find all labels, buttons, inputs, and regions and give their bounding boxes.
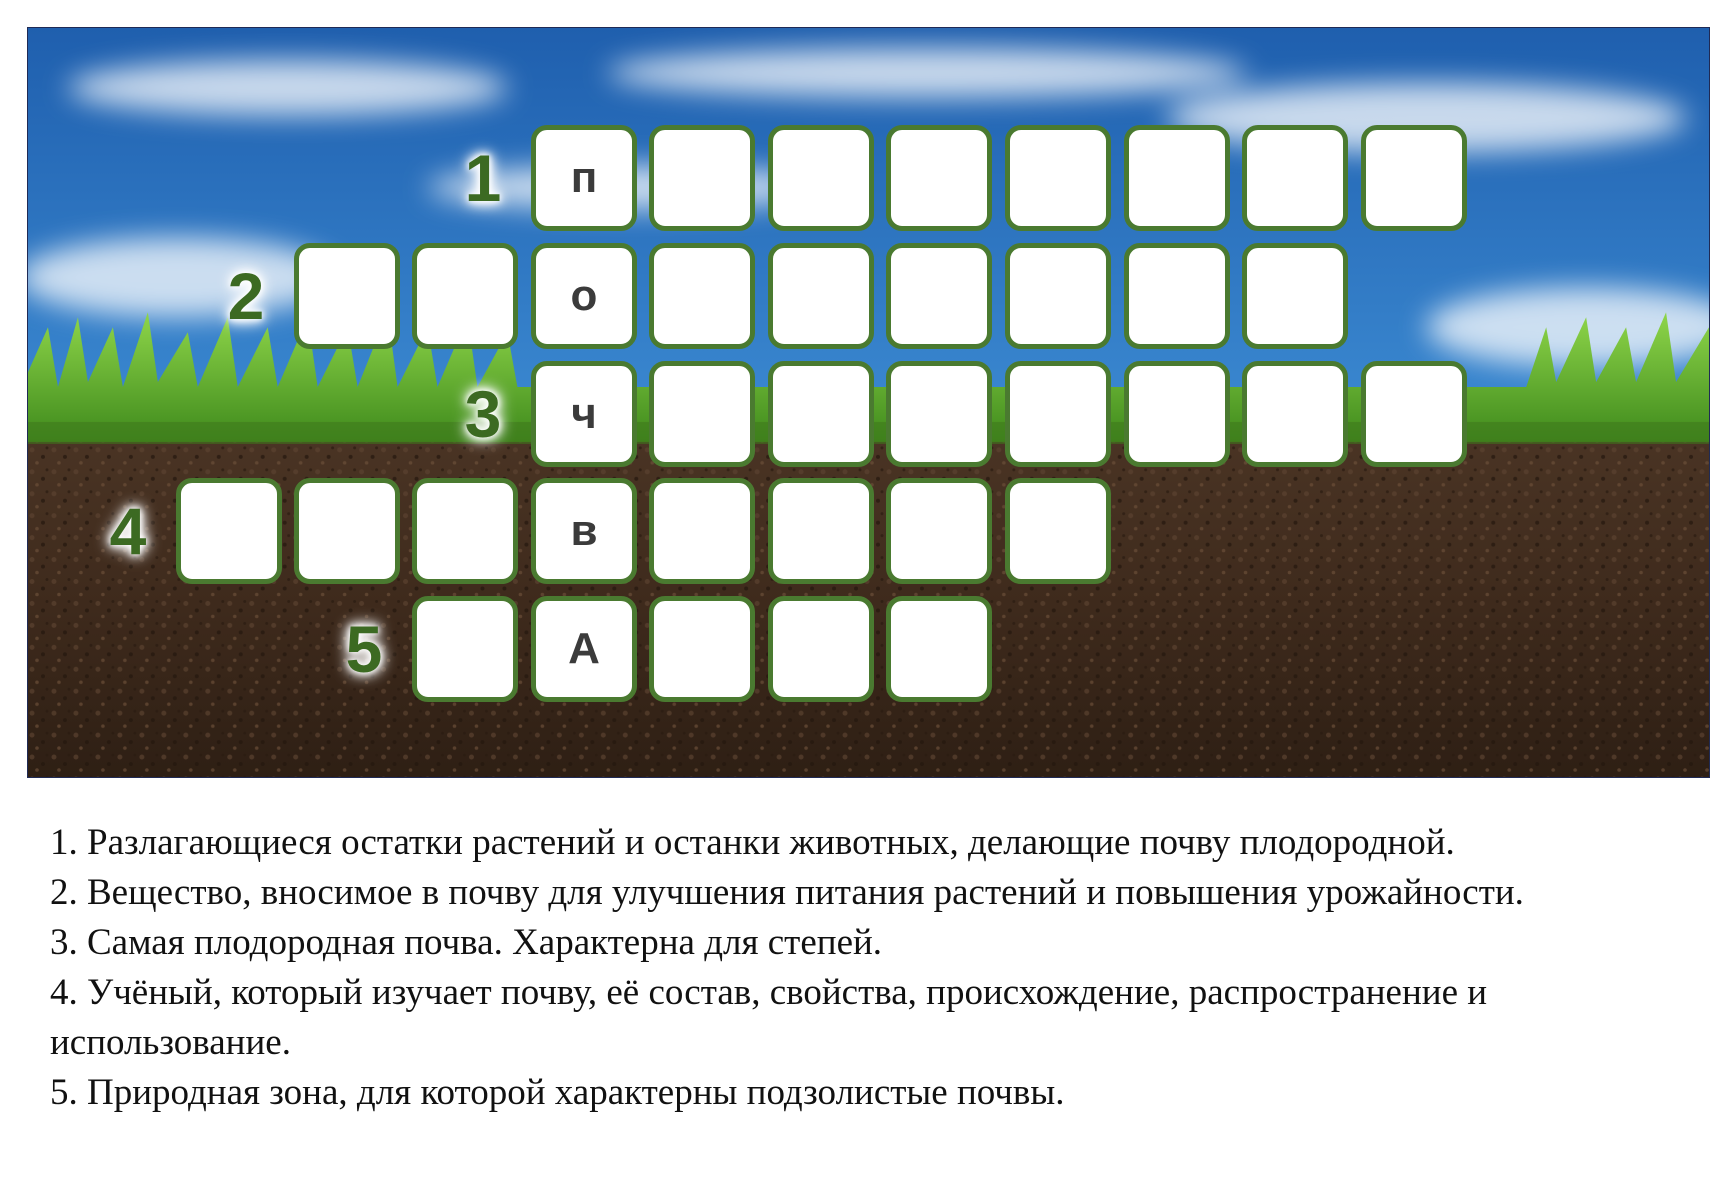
crossword-cell-1-3[interactable]	[768, 125, 874, 231]
crossword-cell-4-1[interactable]	[176, 478, 282, 584]
crossword-cell-1-4[interactable]	[886, 125, 992, 231]
crossword-cell-4-7[interactable]	[886, 478, 992, 584]
crossword-cell-1-8[interactable]	[1361, 125, 1467, 231]
crossword-cell-5-2[interactable]: А	[531, 596, 637, 702]
clue-number-3: 3	[464, 377, 502, 451]
crossword-cell-2-8[interactable]	[1124, 243, 1230, 349]
crossword-cell-1-6[interactable]	[1124, 125, 1230, 231]
crossword-cell-3-7[interactable]	[1242, 361, 1348, 467]
crossword-cell-5-4[interactable]	[768, 596, 874, 702]
crossword-cell-3-3[interactable]	[768, 361, 874, 467]
crossword-cell-5-3[interactable]	[649, 596, 755, 702]
crossword-cell-3-5[interactable]	[1005, 361, 1111, 467]
crossword-cell-2-1[interactable]	[294, 243, 400, 349]
crossword-cell-2-4[interactable]	[649, 243, 755, 349]
clue-3: 3. Самая плодородная почва. Характерна для степей.	[50, 922, 883, 963]
clue-4: 4. Учёный, который изучает почву, её состав, свойства, происхождение, распространение и использование.	[50, 972, 1488, 1063]
crossword-cell-3-4[interactable]	[886, 361, 992, 467]
crossword-cell-4-6[interactable]	[768, 478, 874, 584]
clue-number-2: 2	[227, 259, 265, 333]
crossword-cell-5-1[interactable]	[412, 596, 518, 702]
crossword-cell-4-3[interactable]	[412, 478, 518, 584]
crossword-cell-4-5[interactable]	[649, 478, 755, 584]
crossword-cell-2-9[interactable]	[1242, 243, 1348, 349]
clue-1: 1. Разлагающиеся остатки растений и останки животных, делающие почву плодородной.	[50, 822, 1455, 863]
crossword-cell-3-8[interactable]	[1361, 361, 1467, 467]
clue-list	[50, 818, 1690, 1118]
crossword-cell-2-5[interactable]	[768, 243, 874, 349]
crossword-cell-3-6[interactable]	[1124, 361, 1230, 467]
crossword-cell-2-7[interactable]	[1005, 243, 1111, 349]
crossword-cell-4-2[interactable]	[294, 478, 400, 584]
crossword-cell-1-2[interactable]	[649, 125, 755, 231]
crossword-cell-2-2[interactable]	[412, 243, 518, 349]
crossword-cell-1-7[interactable]	[1242, 125, 1348, 231]
clue-2: 2. Вещество, вносимое в почву для улучшения питания растений и повышения урожайности.	[50, 872, 1524, 913]
clue-5: 5. Природная зона, для которой характерны подзолистые почвы.	[50, 1072, 1065, 1113]
clue-number-4: 4	[109, 494, 147, 568]
clue-number-1: 1	[464, 141, 502, 215]
crossword-cell-4-8[interactable]	[1005, 478, 1111, 584]
crossword-cell-3-2[interactable]	[649, 361, 755, 467]
crossword-cell-5-5[interactable]	[886, 596, 992, 702]
crossword-cell-1-5[interactable]	[1005, 125, 1111, 231]
crossword-cell-2-3[interactable]: о	[531, 243, 637, 349]
crossword-cell-1-1[interactable]: п	[531, 125, 637, 231]
crossword-cell-3-1[interactable]: ч	[531, 361, 637, 467]
crossword-picture	[27, 27, 1710, 778]
clue-number-5: 5	[345, 612, 383, 686]
crossword-cell-4-4[interactable]: в	[531, 478, 637, 584]
crossword-cell-2-6[interactable]	[886, 243, 992, 349]
